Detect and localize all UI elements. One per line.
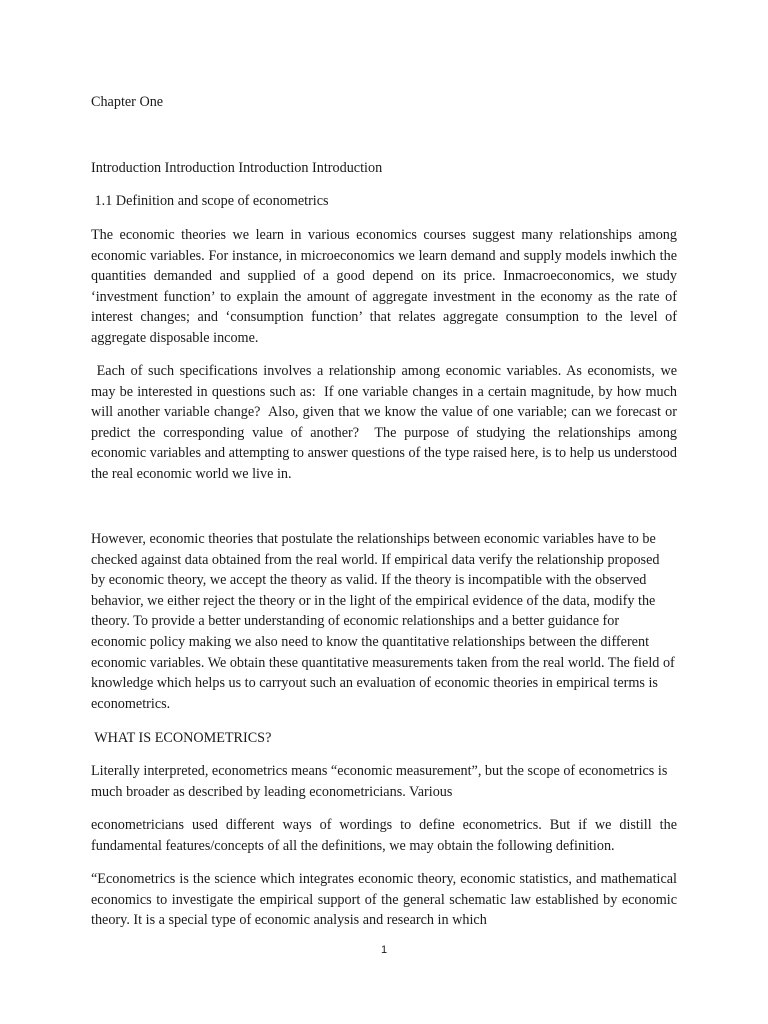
intro-heading: Introduction Introduction Introduction Introduction — [91, 160, 383, 176]
paragraph-3: However, economic theories that postulate the relationships between economic variables have to be checked against data obtained from the real world. If empirical data verify the relationship proposed by economic theory, we accept the theory as valid. If the theory is incompatible with the observed behavior, we either reject the theory or in the light of the empirical evidence of the data, modify the theory. To provide a better understanding of economic relationships and a better guidance for economic policy making we also need to know the quantitative relationships between the different economic variables. We obtain these quantitative measurements taken from the real world. The field of knowledge which helps us to carryout such an evaluation of economic theories in empirical terms is econometrics. — [91, 531, 675, 712]
what-is-econometrics-heading: WHAT IS ECONOMETRICS? — [91, 730, 272, 746]
paragraph-5: econometricians used different ways of wordings to define econometrics. But if we distill the fundamental features/concepts of all the definitions, we may obtain the following definition. — [91, 817, 677, 854]
paragraph-4: Literally interpreted, econometrics means “economic measurement”, but the scope of econometrics is much broader as described by leading econometricians. Various — [91, 763, 668, 800]
section-heading: 1.1 Definition and scope of econometrics — [91, 193, 329, 209]
paragraph-1: The economic theories we learn in various economics courses suggest many relationships among economic variables. For instance, in microeconomics we learn demand and supply models inwhich the quantities demanded and supplied of a good depend on its price. Inmacroeconomics, we study ‘investment function’ to explain the amount of aggregate investment in the economy as the rate of interest changes; and ‘consumption function’ that relates aggregate consumption to the level of aggregate disposable income. — [91, 227, 677, 346]
paragraph-6: “Econometrics is the science which integrates economic theory, economic statistics, and mathematical economics to investigate the empirical support of the general schematic law established by economic theory. It is a special type of economic analysis and research in which — [91, 871, 677, 929]
page-number: 1 — [380, 944, 388, 956]
paragraph-2: Each of such specifications involves a relationship among economic variables. As economists, we may be interested in questions such as: If one variable changes in a certain magnitude, by how much will another variable change? Also, given that we know the value of one variable; can we forecast or predict the corresponding value of another? The purpose of studying the relationships among economic variables and attempting to answer questions of the type raised here, is to help us understood the real economic world we live in. — [91, 363, 681, 482]
chapter-title: Chapter One — [91, 94, 164, 110]
